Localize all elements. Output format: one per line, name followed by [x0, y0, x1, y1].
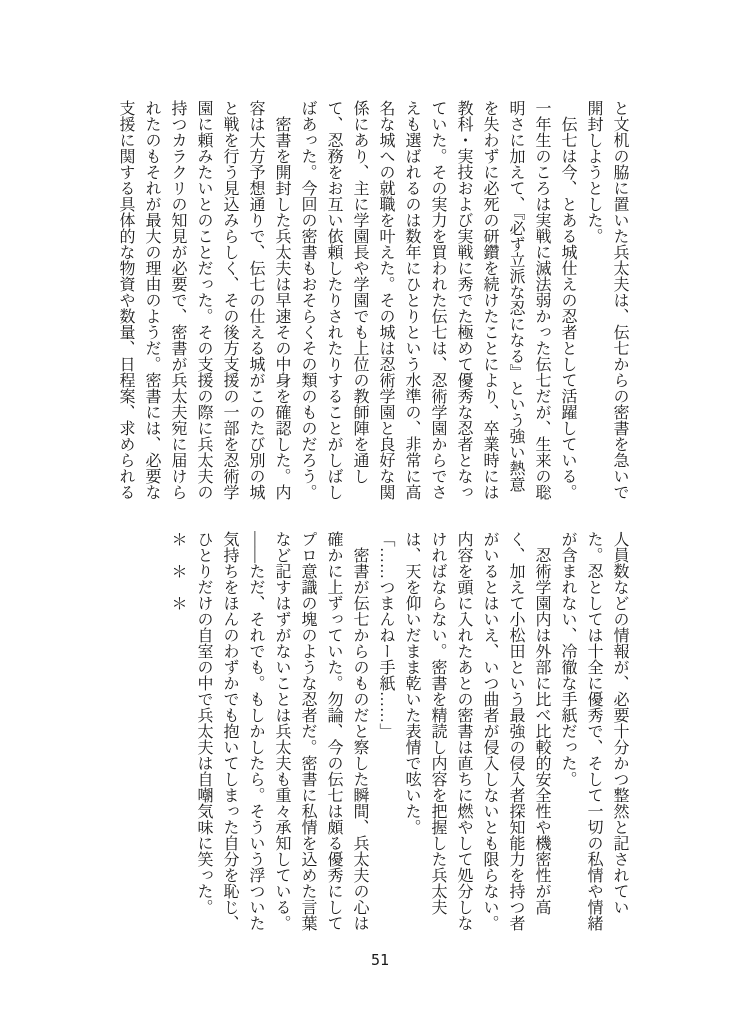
story-paragraph: 密書が伝七からのものだと察した瞬間、兵太夫の心は確かに上ずっていた。勿論、今の伝七は頗る優秀にしてプロ意識の塊のような忍者だ。密書に私情を込めた言葉など記すはずがないことは兵太夫も重々承知している。――ただ、それでも。もしかしたら。そういう浮ついた気持ちをほんのわずかでも抱いてしまった自分を恥じ、ひとりだけの自室の中で兵太夫は自嘲気味に笑った。: [195, 531, 368, 931]
story-block-top: [110, 100, 632, 504]
story-block-bottom: [110, 531, 632, 935]
story-paragraph: 密書を開封した兵太夫は早速その中身を確認した。内容は大方予想通りで、伝七の仕える城がこのたび別の城と戦を行う見込みらしく、その後方支援の一部を忍術学園に頼みたいとのことだった。その支援の際に兵太夫の持つカラクリの知見が必要で、密書が兵太夫宛に届けられたのもそれが最大の理由のようだ。密書には、必要な支援に関する具体的な物資や数量、日程案、求められる: [117, 100, 290, 500]
page-number: 51: [370, 951, 390, 969]
story-paragraph: 伝七は今、とある城仕えの忍者として活躍している。一年生のころは実戦に滅法弱かった伝七だが、生来の聡明さに加えて、『必ず立派な忍になる』という強い熱意を失わずに必死の研鑽を続けたことにより、卒業時には教科・実技および実戦に秀でた極めて優秀な忍者となっていた。その実力を買われた伝七は、忍術学園からでさえも選ばれるのは数年にひとりという水準の、非常に高名な城への就職を叶えた。その城は忍術学園と良好な関係にあり、主に学園長や学園でも上位の教師陣を通して、忍務をお互い依頼したりされたりすることがしばしばあった。今回の密書もおそらくその類のものだろう。: [299, 100, 576, 500]
story-paragraph: 「……つまんねー手紙……」: [377, 531, 394, 739]
story-paragraph: 人員数などの情報が、必要十分かつ整然と記されていた。忍としては十全に優秀で、そして一切の私情や情緒が含まれない、冷徹な手紙だった。: [559, 531, 628, 931]
story-paragraph: 忍術学園内は外部に比べ比較的安全性や機密性が高く、加えて小松田という最強の侵入者探知能力を持つ者がいるとはいえ、いつ曲者が侵入しないとも限らない。内容を頭に入れたあとの密書は直ちに燃やして処分しなければならない。密書を精読し内容を把握した兵太夫は、天を仰いだまま乾いた表情で呟いた。: [403, 531, 550, 931]
scene-separator: ＊ ＊ ＊: [169, 531, 186, 611]
story-paragraph: と文机の脇に置いた兵太夫は、伝七からの密書を急いで開封しようとした。: [585, 100, 628, 500]
